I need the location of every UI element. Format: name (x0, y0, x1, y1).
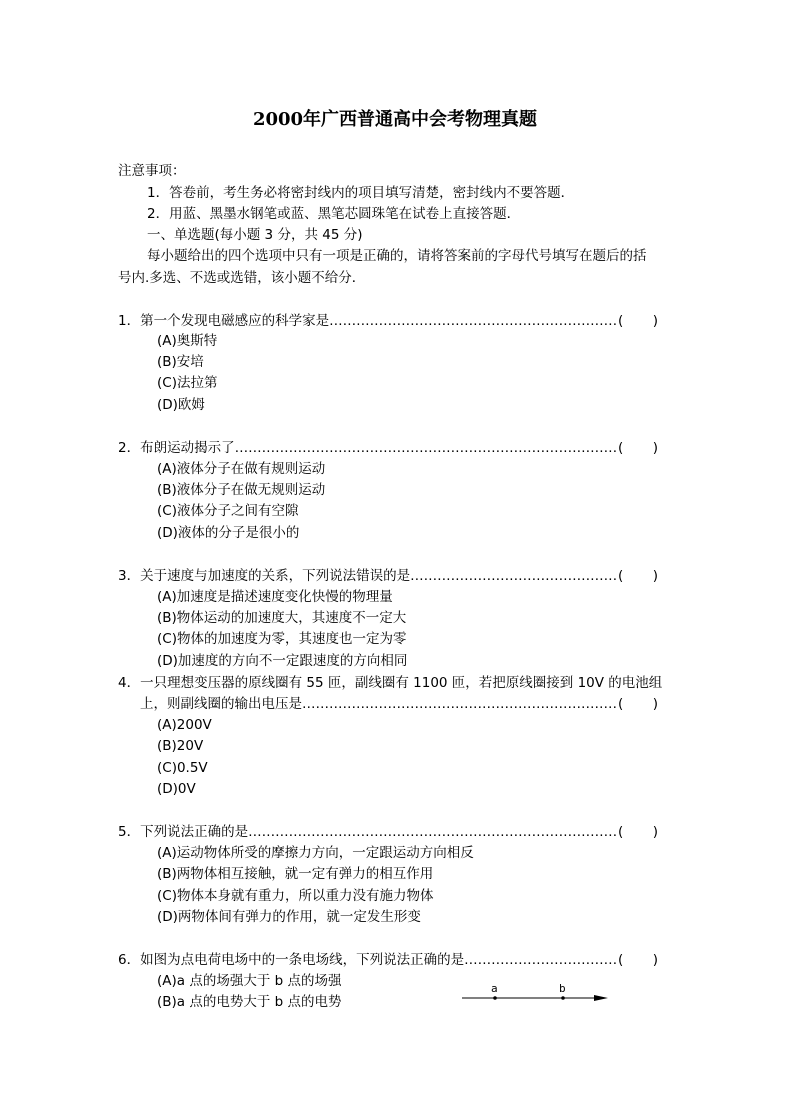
stem-text: 3．关于速度与加速度的关系，下列说法错误的是 (118, 568, 411, 584)
option: (B)安培 (157, 354, 204, 370)
stem-text: 5．下列说法正确的是 (118, 824, 249, 840)
point-b-label: b (559, 982, 566, 995)
option: (A)a 点的场强大于 b 点的场强 (157, 973, 342, 989)
option: (D)0V (157, 781, 196, 797)
option: (B)物体运动的加速度大，其速度不一定大 (157, 610, 407, 626)
option: (A)液体分子在做有规则运动 (157, 461, 326, 477)
dot-leader (329, 311, 618, 331)
option: (C)法拉第 (157, 375, 218, 391)
note-item: 1．答卷前，考生务必将密封线内的项目填写清楚，密封线内不要答题． (147, 185, 575, 201)
dot-leader (248, 822, 618, 842)
point-a-label: a (491, 982, 498, 995)
question-3-stem (118, 566, 658, 586)
option: (C)物体的加速度为零，其速度也一定为零 (157, 631, 407, 647)
notes-heading: 注意事项： (118, 163, 186, 179)
stem-text: 1．第一个发现电磁感应的科学家是 (118, 313, 330, 329)
option: (B)a 点的电势大于 b 点的电势 (157, 994, 342, 1010)
instruction-line: 每小题给出的四个选项中只有一项是正确的，请将答案前的字母代号填写在题后的括 (147, 248, 647, 264)
answer-blank[interactable]: ( ) (618, 696, 658, 712)
electric-field-line-figure (460, 982, 610, 1012)
question-4-stem: 4．一只理想变压器的原线圈有 55 匝，副线圈有 1100 匝，若把原线圈接到 10V 的电池组 (118, 675, 663, 691)
option: (B)20V (157, 738, 204, 754)
page-title: 2000年广西普通高中会考物理真题 (252, 109, 538, 130)
dot-leader (410, 566, 618, 586)
option: (B)液体分子在做无规则运动 (157, 482, 326, 498)
question-4-stem-cont (140, 694, 658, 714)
stem-text: 6．如图为点电荷电场中的一条电场线，下列说法正确的是 (118, 952, 465, 968)
option: (A)200V (157, 717, 212, 733)
question-6-stem (118, 950, 658, 970)
option: (B)两物体相互接触，就一定有弹力的相互作用 (157, 866, 434, 882)
option: (A)加速度是描述速度变化快慢的物理量 (157, 589, 393, 605)
option: (C)0.5V (157, 760, 208, 776)
option: (C)液体分子之间有空隙 (157, 503, 299, 519)
instruction-line: 号内.多选、不选或选错，该小题不给分． (118, 270, 366, 286)
answer-blank[interactable]: ( ) (618, 568, 658, 584)
option: (D)欧姆 (157, 397, 205, 413)
dot-leader (302, 694, 618, 714)
dot-leader (464, 950, 618, 970)
point-a-dot (493, 996, 497, 1000)
arrow-head-icon (594, 995, 608, 1001)
stem-text: 上，则副线圈的输出电压是 (140, 696, 302, 712)
note-item: 2．用蓝、黑墨水钢笔或蓝、黑笔芯圆珠笔在试卷上直接答题． (147, 206, 521, 222)
option: (A)奥斯特 (157, 333, 218, 349)
answer-blank[interactable]: ( ) (618, 440, 658, 456)
question-1-stem (118, 311, 658, 331)
question-5-stem (118, 822, 658, 842)
section-heading: 一、单选题(每小题 3 分，共 45 分) (147, 227, 363, 243)
option: (D)液体的分子是很小的 (157, 525, 300, 541)
answer-blank[interactable]: ( ) (618, 824, 658, 840)
answer-blank[interactable]: ( ) (618, 952, 658, 968)
option: (C)物体本身就有重力，所以重力没有施力物体 (157, 888, 434, 904)
question-2-stem (118, 438, 658, 458)
point-b-dot (561, 996, 565, 1000)
dot-leader (235, 438, 618, 458)
option: (D)加速度的方向不一定跟速度的方向相同 (157, 653, 408, 669)
option: (D)两物体间有弹力的作用，就一定发生形变 (157, 909, 421, 925)
option: (A)运动物体所受的摩擦力方向，一定跟运动方向相反 (157, 845, 474, 861)
answer-blank[interactable]: ( ) (618, 313, 658, 329)
stem-text: 2．布朗运动揭示了 (118, 440, 235, 456)
